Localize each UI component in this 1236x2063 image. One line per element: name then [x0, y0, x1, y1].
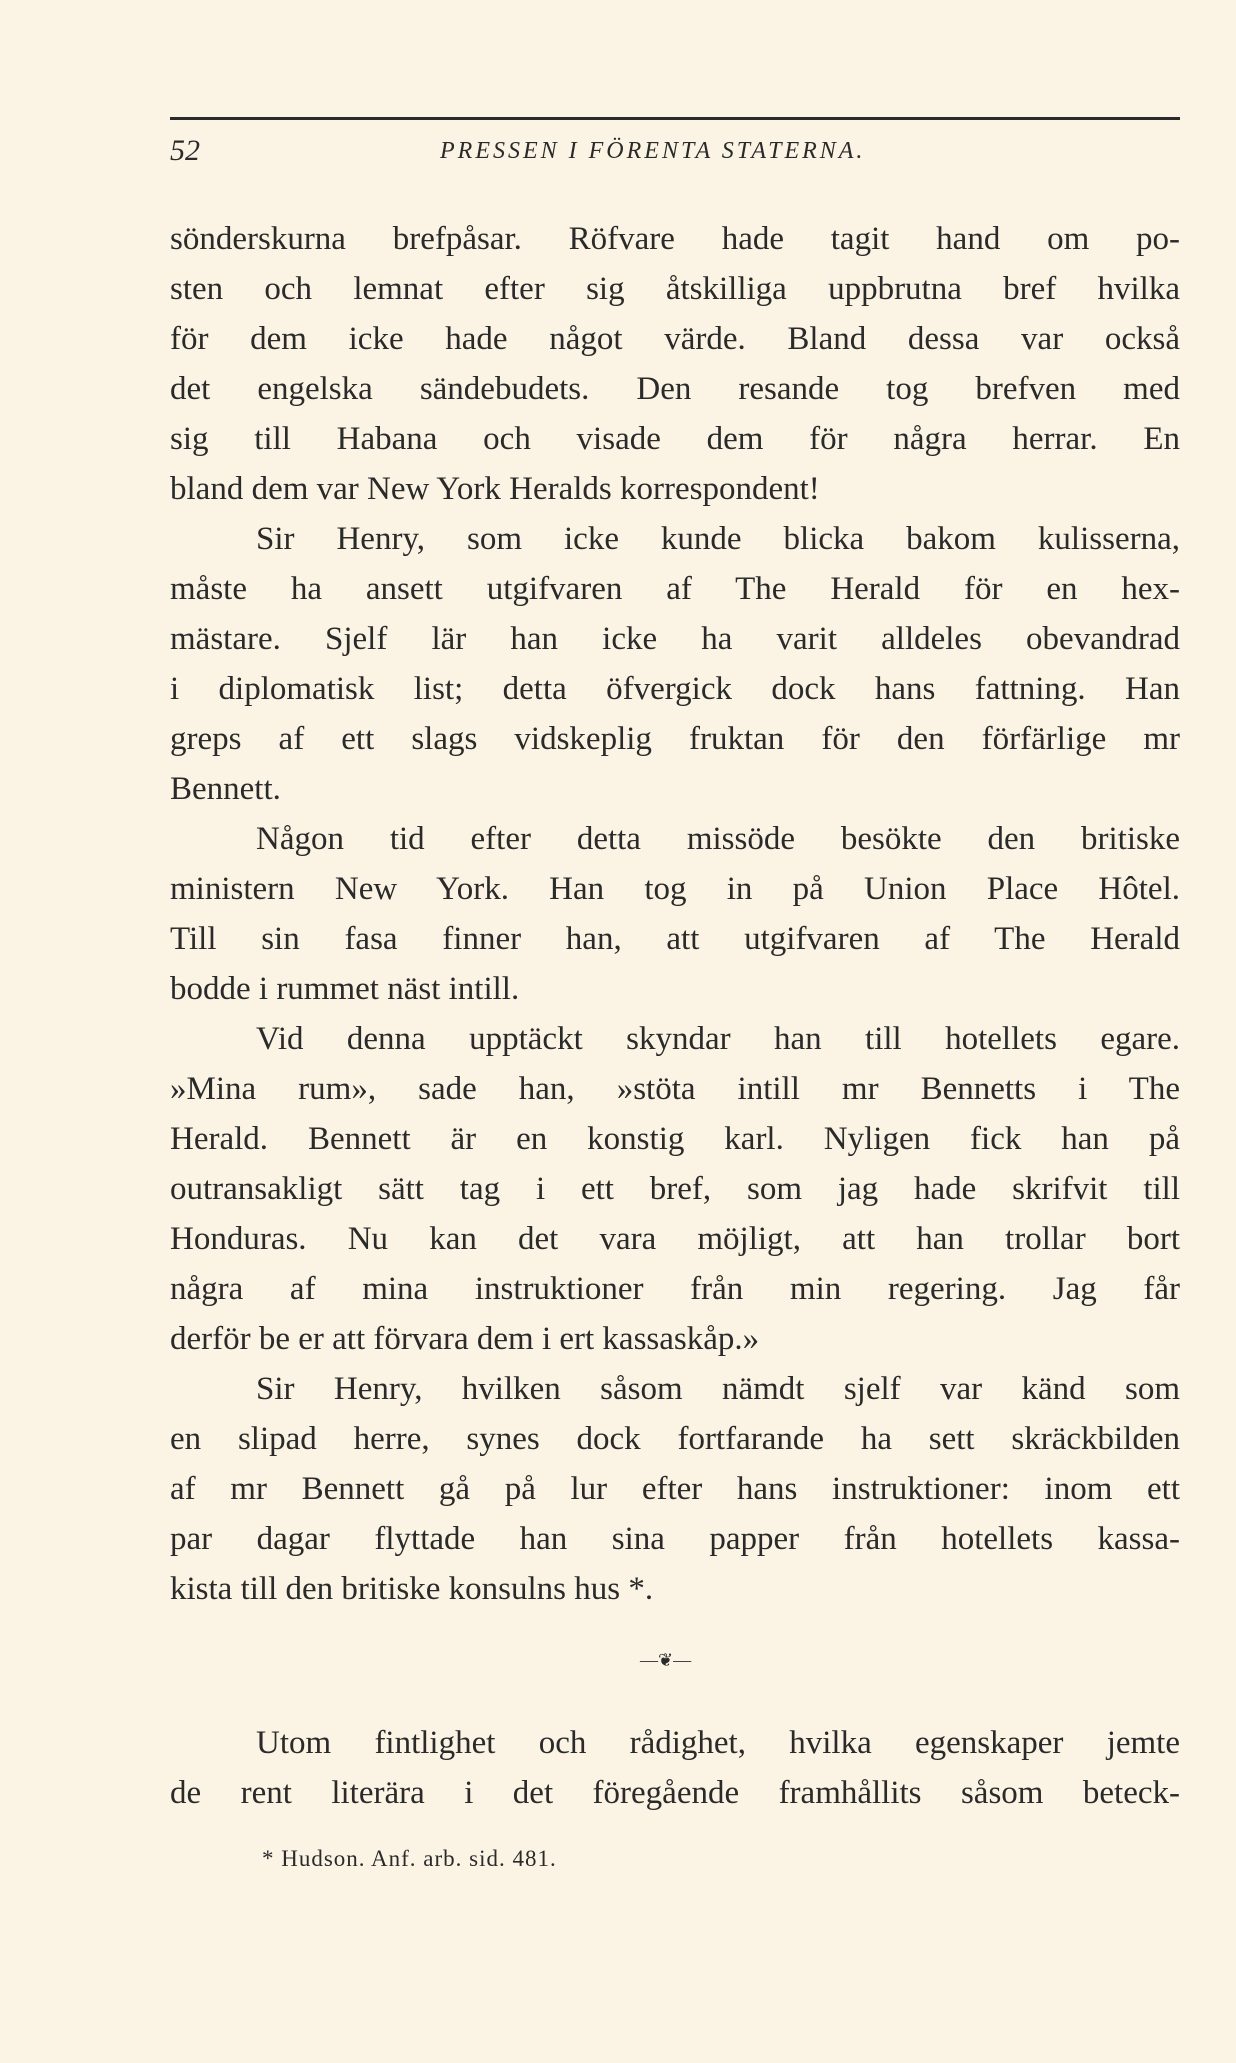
text-line: i diplomatisk list; detta öfvergick dock hans fattning. Han — [170, 671, 1180, 707]
text-line: för dem icke hade något värde. Bland dessa var också — [170, 321, 1180, 357]
text-line: Vid denna upptäckt skyndar han till hotellets egare. — [256, 1021, 1180, 1057]
body-text-2 — [170, 1718, 1180, 1818]
text-line: bodde i rummet näst intill. — [170, 971, 520, 1007]
text-line: sten och lemnat efter sig åtskilliga uppbrutna bref hvilka — [170, 271, 1180, 307]
text-line: par dagar flyttade han sina papper från hotellets kassa- — [170, 1521, 1180, 1557]
body-text — [170, 214, 1180, 1614]
text-line: måste ha ansett utgifvaren af The Herald för en hex- — [170, 571, 1180, 607]
text-line: kista till den britiske konsulns hus *. — [170, 1571, 654, 1607]
text-line: Till sin fasa finner han, att utgifvaren af The Herald — [170, 921, 1180, 957]
text-line: det engelska sändebudets. Den resande tog brefven med — [170, 371, 1180, 407]
text-line: sig till Habana och visade dem för några herrar. En — [170, 421, 1180, 457]
text-line: de rent literära i det föregående framhållits såsom beteck- — [170, 1775, 1180, 1811]
text-line: Herald. Bennett är en konstig karl. Nyligen fick han på — [170, 1121, 1180, 1157]
text-line: bland dem var New York Heralds korrespondent! — [170, 471, 820, 507]
running-title: PRESSEN I FÖRENTA STATERNA. — [440, 138, 866, 164]
text-line: greps af ett slags vidskeplig fruktan för den förfärlige mr — [170, 721, 1180, 757]
text-line: några af mina instruktioner från min regering. Jag får — [170, 1271, 1180, 1307]
text-line: Bennett. — [170, 771, 281, 807]
text-line: sönderskurna brefpåsar. Röfvare hade tagit hand om po- — [170, 221, 1180, 257]
text-line: derför be er att förvara dem i ert kassaskåp.» — [170, 1321, 760, 1357]
text-line: »Mina rum», sade han, »stöta intill mr Bennetts i The — [170, 1071, 1180, 1107]
text-line: ministern New York. Han tog in på Union Place Hôtel. — [170, 871, 1180, 907]
footnote: * Hudson. Anf. arb. sid. 481. — [262, 1846, 557, 1871]
page-number: 52 — [170, 134, 200, 167]
section-ornament: —❦— — [640, 1650, 692, 1670]
text-line: mästare. Sjelf lär han icke ha varit alldeles obevandrad — [170, 621, 1180, 657]
text-line: Utom fintlighet och rådighet, hvilka egenskaper jemte — [256, 1725, 1180, 1761]
text-line: af mr Bennett gå på lur efter hans instruktioner: inom ett — [170, 1471, 1180, 1507]
text-line: Sir Henry, som icke kunde blicka bakom kulisserna, — [256, 521, 1180, 557]
header-rule — [170, 117, 1180, 120]
text-line: Honduras. Nu kan det vara möjligt, att han trollar bort — [170, 1221, 1180, 1257]
text-line: outransakligt sätt tag i ett bref, som jag hade skrifvit till — [170, 1171, 1180, 1207]
text-line: en slipad herre, synes dock fortfarande ha sett skräckbilden — [170, 1421, 1180, 1457]
text-line: Någon tid efter detta missöde besökte den britiske — [256, 821, 1180, 857]
text-line: Sir Henry, hvilken såsom nämdt sjelf var känd som — [256, 1371, 1180, 1407]
